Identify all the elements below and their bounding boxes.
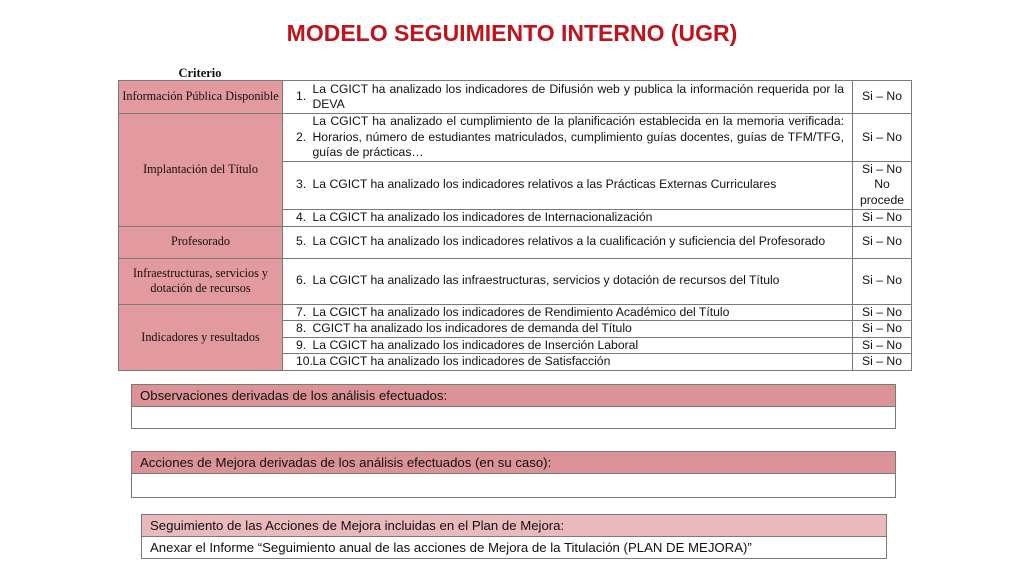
row-text: La CGICT ha analizado los indicadores relativos a la cualificación y suficiencia del Profesorado bbox=[313, 226, 853, 258]
category-cell: Infraestructuras, servicios y dotación de recursos bbox=[119, 258, 283, 304]
observaciones-field[interactable] bbox=[132, 407, 896, 429]
row-answer: Si – No bbox=[853, 226, 912, 258]
row-text: La CGICT ha analizado los indicadores de Satisfacción bbox=[313, 354, 853, 371]
observaciones-header: Observaciones derivadas de los análisis efectuados: bbox=[132, 385, 896, 407]
table-row bbox=[119, 114, 912, 162]
seguimiento-header: Seguimiento de las Acciones de Mejora incluidas en el Plan de Mejora: bbox=[142, 515, 887, 537]
row-text: La CGICT ha analizado los indicadores de Internacionalización bbox=[313, 209, 853, 226]
row-answer: Si – No bbox=[853, 258, 912, 304]
row-text: La CGICT ha analizado los indicadores de Rendimiento Académico del Título bbox=[313, 304, 853, 321]
row-number: 10. bbox=[283, 354, 313, 371]
table-row bbox=[119, 304, 912, 321]
row-number: 4. bbox=[283, 209, 313, 226]
row-number: 2. bbox=[283, 114, 313, 162]
row-answer: Si – No bbox=[853, 321, 912, 338]
category-cell: Indicadores y resultados bbox=[119, 304, 283, 371]
acciones-header: Acciones de Mejora derivadas de los análisis efectuados (en su caso): bbox=[132, 452, 896, 474]
row-number: 6. bbox=[283, 258, 313, 304]
row-number: 5. bbox=[283, 226, 313, 258]
row-answer: Si – No bbox=[853, 114, 912, 162]
acciones-field[interactable] bbox=[132, 474, 896, 498]
row-text: CGICT ha analizado los indicadores de demanda del Título bbox=[313, 321, 853, 338]
observaciones-box bbox=[131, 384, 896, 429]
row-text: La CGICT ha analizado los indicadores de Inserción Laboral bbox=[313, 337, 853, 354]
category-cell: Implantación del Título bbox=[119, 114, 283, 227]
criterio-header: Criterio bbox=[178, 66, 222, 80]
row-answer: Si – No bbox=[853, 337, 912, 354]
row-text: La CGICT ha analizado los indicadores relativos a las Prácticas Externas Curriculares bbox=[313, 161, 853, 209]
row-text: La CGICT ha analizado las infraestructuras, servicios y dotación de recursos del Título bbox=[313, 258, 853, 304]
table-row bbox=[119, 226, 912, 258]
seguimiento-box bbox=[141, 514, 887, 559]
row-number: 8. bbox=[283, 321, 313, 338]
acciones-box bbox=[131, 451, 896, 498]
row-answer: Si – No bbox=[853, 209, 912, 226]
page-title: MODELO SEGUIMIENTO INTERNO (UGR) bbox=[286, 20, 738, 46]
row-number: 1. bbox=[283, 81, 313, 114]
row-answer: Si – No bbox=[853, 354, 912, 371]
row-text: La CGICT ha analizado los indicadores de Difusión web y publica la información requerida por la DEVA bbox=[313, 81, 853, 114]
criteria-table bbox=[118, 80, 912, 371]
row-answer: Si – No No procede bbox=[853, 161, 912, 209]
row-answer: Si – No bbox=[853, 81, 912, 114]
seguimiento-value: Anexar el Informe “Seguimiento anual de las acciones de Mejora de la Titulación (PLAN DE MEJORA)” bbox=[142, 537, 887, 559]
table-row bbox=[119, 258, 912, 304]
row-text: La CGICT ha analizado el cumplimiento de la planificación establecida en la memoria verificada: Horarios, número de estudiantes matriculados, cumplimiento guías docentes, guías de TFM/TFG, guías de prácticas… bbox=[313, 114, 853, 162]
row-number: 3. bbox=[283, 161, 313, 209]
category-cell: Profesorado bbox=[119, 226, 283, 258]
row-answer: Si – No bbox=[853, 304, 912, 321]
category-cell: Información Pública Disponible bbox=[119, 81, 283, 114]
row-number: 7. bbox=[283, 304, 313, 321]
row-number: 9. bbox=[283, 337, 313, 354]
table-row bbox=[119, 81, 912, 114]
